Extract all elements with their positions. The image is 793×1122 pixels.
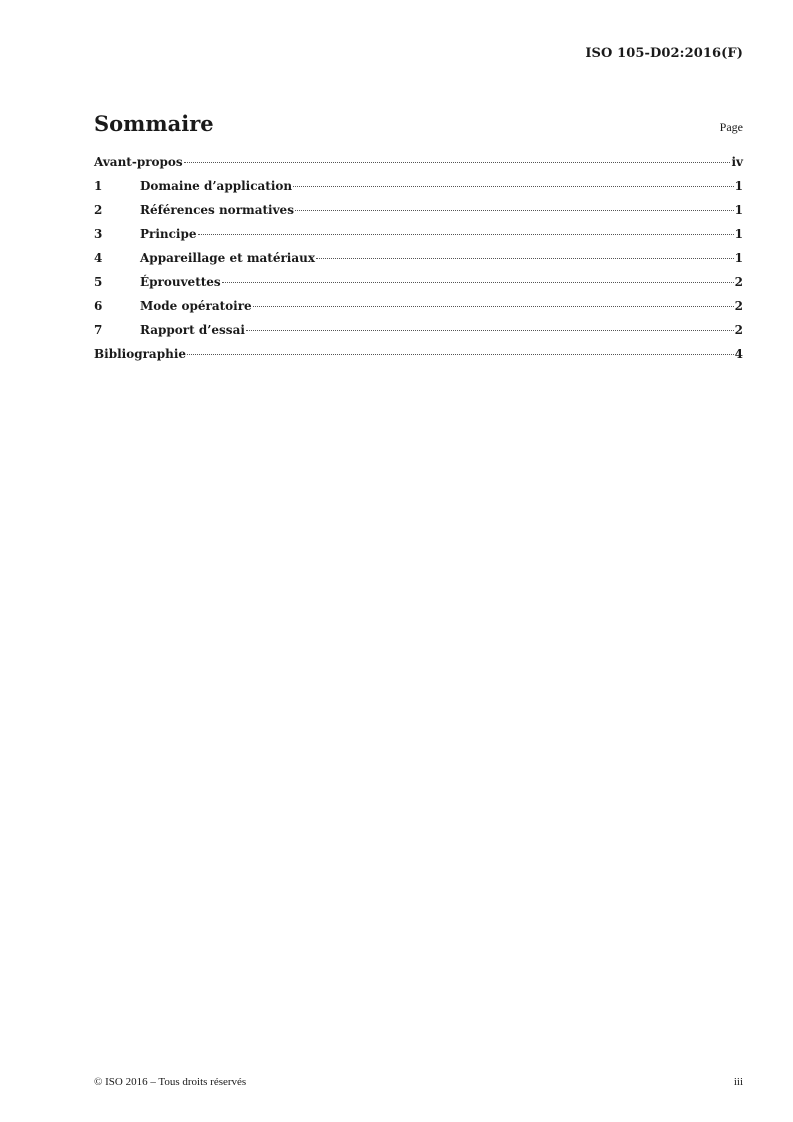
toc-entry-title: Références normatives bbox=[140, 203, 294, 217]
toc-entry-number: 4 bbox=[94, 251, 103, 265]
toc-entry-number: 2 bbox=[94, 203, 103, 217]
toc-entry-rapport-essai[interactable] bbox=[94, 323, 743, 347]
toc-entry-bibliographie[interactable] bbox=[94, 347, 743, 371]
toc-entry-page: 1 bbox=[734, 179, 743, 193]
toc-entry-principe[interactable] bbox=[94, 227, 743, 251]
toc-entry-page: 1 bbox=[734, 227, 743, 241]
document-reference: ISO 105-D02:2016(F) bbox=[585, 46, 743, 61]
toc-entry-number: 6 bbox=[94, 299, 103, 313]
dot-leader bbox=[222, 282, 734, 283]
page-footer bbox=[94, 1076, 743, 1088]
toc-entry-number: 5 bbox=[94, 275, 103, 289]
toc-title-row bbox=[94, 111, 743, 136]
toc-entry-eprouvettes[interactable] bbox=[94, 275, 743, 299]
toc-entry-page: 1 bbox=[734, 251, 743, 265]
toc-entry-page: 2 bbox=[734, 275, 743, 289]
toc-entry-title: Bibliographie bbox=[94, 347, 187, 361]
toc-entry-number: 1 bbox=[94, 179, 103, 193]
toc-entry-avant-propos[interactable] bbox=[94, 155, 743, 179]
toc-entry-number: 3 bbox=[94, 227, 103, 241]
toc-entry-page: 1 bbox=[734, 203, 743, 217]
dot-leader bbox=[198, 234, 734, 235]
table-of-contents bbox=[94, 155, 743, 371]
dot-leader bbox=[293, 186, 734, 187]
toc-entry-title: Rapport d’essai bbox=[140, 323, 245, 337]
toc-entry-number: 7 bbox=[94, 323, 103, 337]
toc-entry-references-normatives[interactable] bbox=[94, 203, 743, 227]
dot-leader bbox=[295, 210, 734, 211]
toc-entry-title: Appareillage et matériaux bbox=[140, 251, 316, 265]
toc-entry-title: Mode opératoire bbox=[140, 299, 252, 313]
toc-entry-page: iv bbox=[731, 155, 743, 169]
toc-entry-page: 2 bbox=[734, 299, 743, 313]
toc-entry-title: Domaine d’application bbox=[140, 179, 293, 193]
toc-entry-title: Avant-propos bbox=[94, 155, 183, 169]
toc-entry-title: Principe bbox=[140, 227, 197, 241]
page-title: Sommaire bbox=[94, 111, 214, 136]
copyright-notice: © ISO 2016 – Tous droits réservés bbox=[94, 1076, 247, 1088]
toc-entry-title: Éprouvettes bbox=[140, 275, 221, 289]
dot-leader bbox=[187, 354, 734, 355]
dot-leader bbox=[184, 162, 731, 163]
dot-leader bbox=[246, 330, 734, 331]
toc-entry-page: 2 bbox=[734, 323, 743, 337]
dot-leader bbox=[253, 306, 734, 307]
toc-entry-mode-operatoire[interactable] bbox=[94, 299, 743, 323]
toc-entry-domaine-application[interactable] bbox=[94, 179, 743, 203]
toc-entry-page: 4 bbox=[734, 347, 743, 361]
toc-entry-appareillage[interactable] bbox=[94, 251, 743, 275]
page-number: iii bbox=[733, 1076, 743, 1088]
page-column-label: Page bbox=[719, 120, 743, 134]
dot-leader bbox=[316, 258, 734, 259]
